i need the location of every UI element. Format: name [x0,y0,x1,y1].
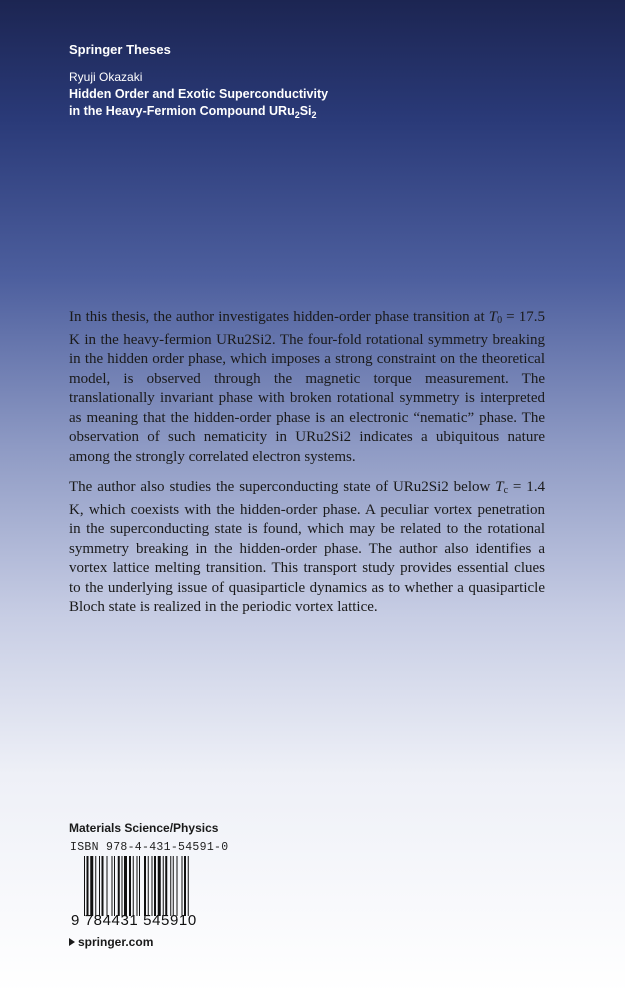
barcode-number: 9 784431 545910 [71,912,197,929]
title-line-2: in the Heavy-Fermion Compound $URu_2Si_2$ [69,104,317,120]
title-line-1: Hidden Order and Exotic Superconductivity [69,87,329,101]
book-title [69,86,389,124]
subject-category: Materials Science/Physics [69,821,219,835]
abstract [69,308,545,629]
barcode [83,856,233,916]
arrow-icon [69,938,75,946]
abstract-paragraph-2: The author also studies the superconducting state of URu2Si2 below $T_c = 1.4$ K, which coexists with the hidden-order phase. A peculiar vortex penetration in the superconducting state is found, which may be related to the rotational symmetry breaking in the hidden-order phase. The author also identifies a vortex lattice melting transition. This transport study provides essential clues to the underlying issue of quasiparticle dynamics as to whether a quasiparticle Bloch state is realized in the periodic vortex lattice. [69,479,545,615]
publisher-url: springer.com [78,935,154,949]
series-title: Springer Theses [69,42,171,57]
publisher-link[interactable] [69,935,153,949]
author-name: Ryuji Okazaki [69,70,143,84]
isbn-text: ISBN 978-4-431-54591-0 [70,841,229,854]
abstract-paragraph-1: In this thesis, the author investigates hidden-order phase transition at $T_0 = 17.5$ K in the heavy-fermion URu2Si2. The four-fold rotational symmetry breaking in the hidden order phase, which imposes a strong constraint on the theoretical model, is observed through the magnetic torque measurement. The translationally invariant phase with broken rotational symmetry is interpreted as meaning that the hidden-order phase is an electronic “nematic” phase. The observation of such nematicity in URu2Si2 indicates a ubiquitous nature among the strongly correlated electron systems. [69,309,546,465]
